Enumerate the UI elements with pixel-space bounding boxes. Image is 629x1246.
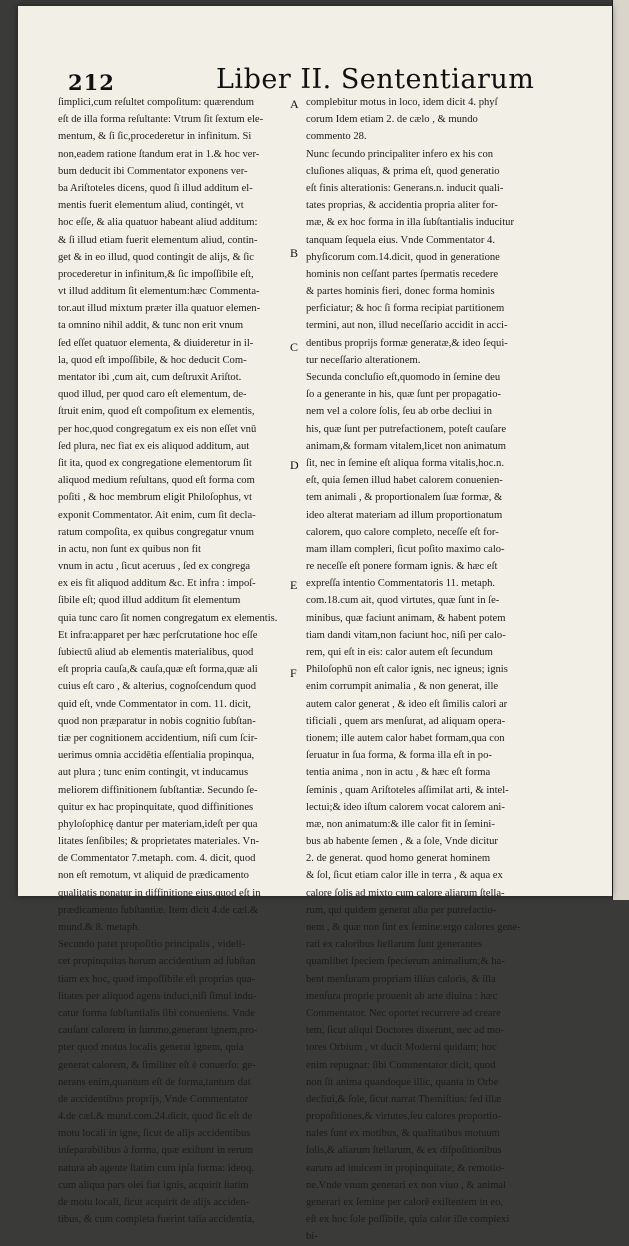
text-line: cet propinquitas horum accidentium ad ſubſtan — [58, 956, 256, 968]
text-line: perficiatur; & hoc ſi forma recipiat partitionem — [306, 303, 505, 315]
margin-letter: D — [290, 458, 299, 472]
text-line: nales ſunt ex motibus, & qualitatibus motuum — [306, 1128, 500, 1140]
text-line: non,eadem ratione ſtandum erat in 1.& hoc ver- — [58, 148, 260, 160]
text-line: quitur ex hac propinquitate, quod diffinitiones — [58, 801, 254, 813]
text-line: eſt de illa forma reſultante: Vtrum ſit ſextum ele- — [58, 114, 264, 126]
text-line: ex eis fit aliquod additum &c. Et infra : impoſ- — [58, 578, 256, 590]
text-line: mentator ibi ,cum ait, cum deſtruxit Ariſtot. — [58, 372, 242, 383]
text-line: get & in eo illud, quod contingit de alijs, & ſic — [58, 251, 254, 263]
text-line: non eſt remotum, vt aliquid de prædicamento — [58, 870, 249, 882]
text-line: propoſitiones,& virtutes,ſeu calores proportio- — [306, 1111, 502, 1123]
text-line: la, quod eſt impoſſibile, & hoc deducit Com- — [58, 354, 247, 366]
text-line: rum, qui quidem generat alia per putrefactio- — [306, 904, 497, 916]
right-text-column — [306, 94, 543, 1246]
text-line: autem calor generat , & ideo eſt ſimilis calori ar — [306, 698, 508, 710]
text-line: eſt, quia ſemen illud habet calorem conuenien- — [306, 475, 503, 487]
text-line: inſeparabilibus à forma, quæ exiſtunt in rerum — [58, 1145, 254, 1157]
text-line: eſt finis alterationis: Generans.n. inducit quali- — [306, 182, 504, 194]
text-line: in actu, non ſunt ex quibus non fit — [58, 543, 202, 555]
text-line: ſeruatur in ſua forma, & forma illa eſt in po- — [306, 750, 492, 762]
text-line: aliquod medium reſultans, quod eſt forma com — [58, 475, 255, 487]
text-line: bi- — [306, 1231, 318, 1243]
text-line: pter quod motus localis generat ignem, quia — [58, 1042, 244, 1054]
text-line: 4.de cæl.& mund.com.24.dicit, quod ſic eſt de — [58, 1111, 253, 1123]
text-line: com.18.cum ait, quod virtutes, quæ ſunt in ſe- — [306, 595, 500, 607]
text-line: litates ſenſibiles; & proprietates materiales. Vn- — [58, 836, 260, 848]
text-line: menſura proprie prouenit ab arte diuina : hæc — [306, 990, 498, 1002]
text-line: tates proprias, & accidentia propria aliter for- — [306, 200, 498, 212]
text-line: & ſol, ſicut etiam calor ille in terra , & aqua ex — [306, 870, 503, 882]
text-line: quid eſt, vnde Commentator in com. 11. dicit, — [58, 698, 251, 710]
text-line: ſed eſſet quatuor elementa, & diuideretur in il- — [58, 337, 254, 349]
text-line: quamlibet ſpeciem ſpecierum animalium;& ha- — [306, 956, 505, 968]
text-line: enim corrumpit animalia , & non generat, ille — [306, 681, 499, 693]
text-line: bus ab habente ſemen , & a ſole, Vnde dicitur — [306, 836, 498, 848]
text-line: re neceſſe eſt ponere formam ignis. & hæc eſt — [306, 561, 498, 573]
margin-letter: C — [290, 340, 299, 354]
text-line: tificiali , quem ars menſurat, ad aliquam opera- — [306, 715, 506, 727]
text-line: quod illud, per quod caro eſt elementum, de- — [58, 389, 247, 401]
text-line: nerans enim,quantum eſt de forma,tantum dat — [58, 1076, 251, 1088]
text-line: hoc eſſe, & alia quatuor habeant aliud additum: — [58, 217, 258, 229]
text-line: tentia anima , non in actu , & hæc eſt forma — [306, 767, 491, 779]
text-line: ſibile eſt; quod illud additum ſit elementum — [58, 595, 241, 607]
text-line: generari ex ſemine per calorē exiſtentem in eo, — [306, 1197, 504, 1208]
text-line: qualitatis ponatur in diffinitione eius,quod eſt in — [58, 887, 261, 899]
text-line: Secundo patet propoſitio principalis , videli- — [58, 939, 246, 951]
text-line: termini, aut non, illud neceſſario accidit in acci- — [306, 320, 508, 332]
text-line: ſit ita, quod ex congregatione elementorum ſit — [58, 457, 252, 469]
text-line: expreſſa intentio Commentatoris 11. metaph. — [306, 578, 496, 590]
text-line: hominis non ceſſant partes ſpermatis recedere — [306, 268, 499, 280]
margin-letter: B — [290, 246, 299, 260]
text-line: ſeminis , quam Ariſtoteles aſſimilat arti, & intel- — [306, 784, 509, 796]
text-line: nem , & quæ non ſint ex ſemine:ergo calores gene- — [306, 922, 521, 933]
text-line: eſt propria cauſa,& cauſa,quæ eſt forma,quæ ali — [58, 664, 258, 676]
text-line: mentis fuerit elementum aliud, contingét, vt — [58, 200, 244, 212]
text-line: motu locali in igne, ſicut de alijs accidentibus — [58, 1128, 251, 1140]
text-line: tor.aut illud mixtum præter illa quatuor elemen- — [58, 303, 261, 315]
text-line: tiæ per cognitionem accidentium, niſi cum ſcir- — [58, 732, 258, 744]
text-line: Secunda concluſio eſt,quomodo in ſemine deu — [306, 372, 501, 383]
margin-letter: E — [290, 578, 298, 592]
text-line: tem, ſicut aliqui Doctores dixerunt, nec ad mo- — [306, 1025, 504, 1037]
text-line: ſit, nec in ſemine eſt aliqua forma vitalis,hoc.n. — [306, 457, 504, 469]
text-line: his, quæ ſunt per putrefactionem, poteſt cauſare — [306, 423, 507, 435]
text-line: Commentator. Nec oportet recurrere ad creare — [306, 1007, 501, 1019]
text-line: per hoc,quod congregatum ex eis non eſſet vnū — [58, 423, 257, 435]
margin-letter: F — [290, 666, 297, 680]
text-line: & partes hominis fieri, donec forma hominis — [306, 286, 495, 298]
text-line: ſolis,& aliarum ſtellarum, & ex diſpoſitionibus — [306, 1145, 502, 1157]
text-line: & ſi illud etiam fuerit elementum aliud, contin- — [58, 234, 258, 246]
text-line: phyloſophicę dantur per materiam,ideſt per qua — [58, 818, 258, 830]
text-line: natura ab agente ſtatim cum ipſa forma: ideoq. — [58, 1162, 254, 1174]
text-line: corum Idem etiam 2. de cælo , & mundo — [306, 114, 478, 126]
text-line: decliui,& ſole, ſicut narrat Themiſtius: ſed illæ — [306, 1093, 502, 1105]
text-line: rem, qui eſt in eis: calor autem eſt ſecundum — [306, 647, 493, 658]
text-line: quod non præparatur in nobis cognitio ſubſtan- — [58, 715, 256, 727]
text-line: prædicamento ſubſtantiæ. Item dicit 4.de cæl.& — [58, 904, 259, 916]
margin-letter: A — [290, 97, 299, 111]
text-line: ideo alterat materiam ad illum proportionatum — [306, 509, 503, 521]
text-line: generat calorem, & ſimiliter eſt è conuerſo: ge- — [58, 1059, 256, 1071]
text-line: earum ad inuicem in propinquitate, & remotio- — [306, 1162, 505, 1174]
text-line: commento 28. — [306, 131, 367, 143]
text-line: animam,& formam vitalem,licet non animatum — [306, 440, 507, 452]
text-line: calorem, quo calore completo, neceſſe eſt for- — [306, 526, 499, 538]
text-line: procederetur in infinitum,& ſic impoſſibile eſt, — [58, 268, 254, 280]
text-line: nem vel a colore ſolis, ſeu ab orbe decliui in — [306, 406, 492, 418]
text-line: tem animali , & proportionalem ſuæ formæ, & — [306, 492, 503, 504]
text-line: cluſiones aliquas, & prima eſt, quod generatio — [306, 165, 500, 177]
text-line: ſubiectū aliud ab elementis materialibus, quod — [58, 647, 254, 658]
text-line: vnum in actu , ſicut aceruus , ſed ex congrega — [58, 561, 251, 573]
text-line: ſimplici,cum reſultet compoſitum: quærendum — [58, 97, 254, 108]
page-number: 212 — [68, 70, 115, 95]
text-line: lectui;& ideo iſtum calorem vocat calorem ani- — [306, 801, 505, 813]
text-line: cum aliqua pars olei fiat ignis, acquirit ſtatim — [58, 1179, 249, 1191]
text-line: rati ex caloribus ſtellarum ſunt generantes — [306, 939, 483, 951]
text-line: cauſant calorem in ſummo,generant ignem,pro- — [58, 1025, 258, 1037]
text-line: exponit Commentator. Ait enim, cum ſit decla- — [58, 509, 256, 521]
text-line: complebitur motus in loco, idem dicit 4. phyſ — [306, 97, 498, 108]
text-line: ſo a generante in his, quæ ſunt per propagatio- — [306, 389, 502, 401]
text-line: 2. de generat. quod homo generat hominem — [306, 853, 491, 865]
text-line: ratum compoſita, ex quibus congregatur vnum — [58, 526, 254, 538]
text-line: mentum, & ſi ſic,procederetur in infinitum. Si — [58, 131, 252, 143]
text-line: cuius eſt caro , & alterius, cognoſcendum quod — [58, 681, 256, 693]
text-line: quia tunc caro ſit nomen congregatum ex elementis. — [58, 612, 278, 624]
text-line: non ſit anima quandoque illic, quanta in Orbe — [306, 1076, 499, 1088]
page-header — [68, 64, 588, 98]
text-line: uerimus omnia accidētia eſſentialia propinqua, — [58, 750, 255, 762]
text-line: bent menſuram propriam illius caloris, & illa — [306, 973, 496, 985]
text-line: catur forma ſubſtantialis ſibi conueniens. Vnde — [58, 1007, 255, 1019]
text-line: bum deducit ibi Commentator exponens ver- — [58, 165, 248, 177]
text-line: vt illud additum ſit elementum:hæc Commenta- — [58, 286, 260, 298]
text-line: mam illam compleri, ſicut poſito maximo calo- — [306, 543, 505, 555]
text-line: mæ, non animatum:& ille calor fit in ſemini- — [306, 818, 495, 830]
text-line: mæ, & ex hoc forma in illa ſubſtantialis inducitur — [306, 217, 515, 229]
text-line: tionem; ille autem calor habet formam,qua con — [306, 732, 505, 744]
text-line: ta omnino nihil addit, & tunc non erit vnum — [58, 320, 244, 332]
text-line: aut plura ; tunc enim contingit, vt inducamus — [58, 767, 249, 779]
text-line: eſt ex hoc ſole poſſibile, quia calor ille complexi — [306, 1214, 510, 1226]
text-line: enim repugnat: ſibi Commentator dicit, quod — [306, 1059, 496, 1071]
text-line: tiam dandi vitam,non faciunt hoc, niſi per calo- — [306, 629, 506, 641]
text-line: calore ſolis ad mixto cum calore aliarum ſtella- — [306, 887, 505, 899]
text-line: de motu locali, ſicut acquirit de alijs acciden- — [58, 1197, 250, 1208]
text-line: poſiti , & hoc membrum eligit Philoſophus, vt — [58, 492, 252, 504]
text-line: ba Ariſtoteles dicens, quod ſi illud additum el- — [58, 182, 253, 194]
text-line: tur neceſſario alterationem. — [306, 354, 421, 366]
text-line: Et infra:apparet per hæc perſcrutatione hoc eſſe — [58, 629, 258, 641]
text-line: minibus, quæ faciunt animam, & habent potem — [306, 612, 506, 624]
text-line: phyſicorum com.14.dicit, quod in generatione — [306, 251, 500, 263]
text-line: tores Orbium , vt ducit Moderni quidam; hoc — [306, 1042, 497, 1054]
text-line: tiam ex hoc, quod impoſſibile eſt proprias qua- — [58, 973, 256, 985]
text-line: ne.Vnde vnum generari ex non viuo , & animal — [306, 1179, 507, 1191]
text-line: dentibus proprijs formæ generatæ,& ideo ſequi- — [306, 337, 508, 349]
text-line: tanquam ſequela eius. Vnde Commentator 4. — [306, 234, 495, 246]
text-line: de accidentibus proprijs, Vnde Commentator — [58, 1093, 249, 1105]
text-line: Nunc ſecundo principaliter infero ex his con — [306, 148, 494, 160]
text-line: tibus, & cum completa fuerint talia accidentia, — [58, 1214, 255, 1226]
left-text-column — [58, 94, 280, 1228]
text-line: litates per aliquod agens induci,niſi ſimul indu- — [58, 990, 257, 1002]
running-title: Liber II. Sententiarum — [216, 64, 535, 95]
text-line: ſtruit enim, quod eſt compoſitum ex elementis, — [58, 406, 255, 418]
text-line: de Commentator 7.metaph. com. 4. dicit, quod — [58, 853, 256, 865]
text-line: ſed plura, nec fiat ex eis aliquod additum, aut — [58, 440, 250, 452]
text-line: Philoſophū non eſt calor ignis, nec igneus; ignis — [306, 664, 508, 676]
text-line: mund.& 8. metaph. — [58, 922, 141, 933]
text-line: meliorem diffinitionem ſubſtantiæ. Secundo ſe- — [58, 784, 258, 796]
adjacent-page-edge — [612, 0, 629, 900]
